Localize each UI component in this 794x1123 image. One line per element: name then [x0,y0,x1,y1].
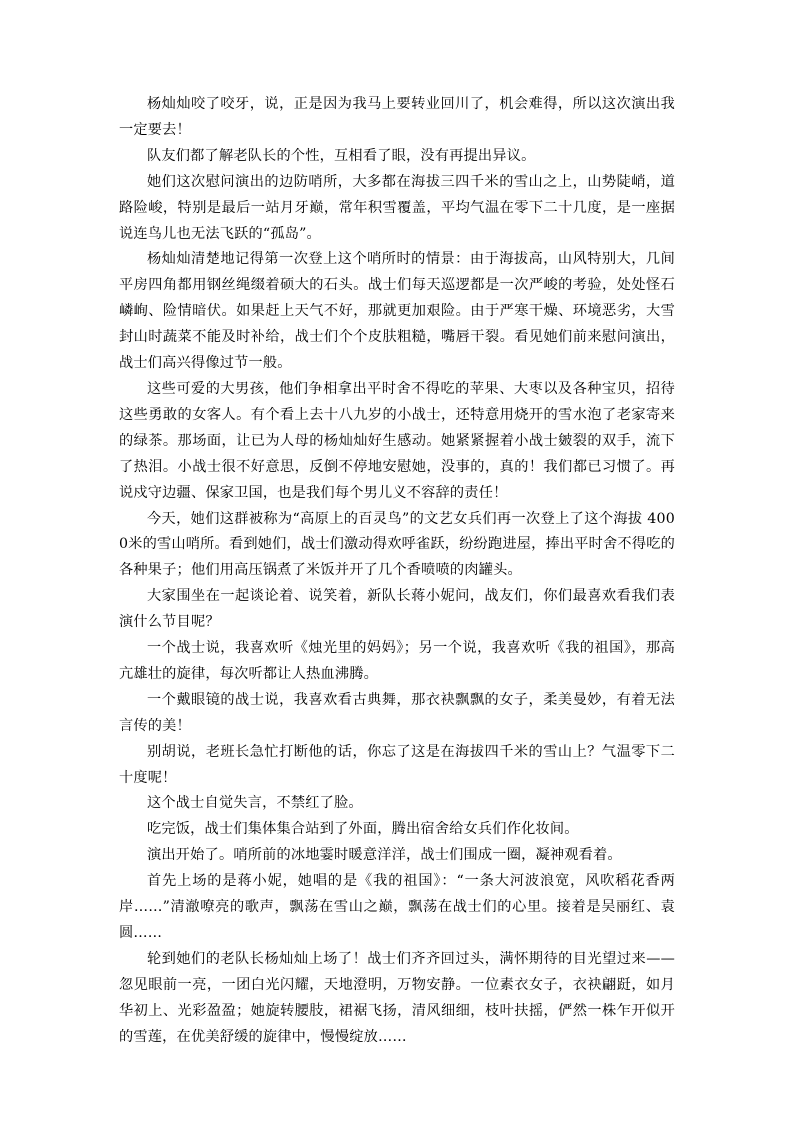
paragraph-13: 演出开始了。哨所前的冰地霎时暖意洋洋，战士们围成一圈，凝神观看着。 [147,847,622,864]
article-body [119,92,675,1051]
paragraph-15: 轮到她们的老队长杨灿灿上场了！战士们齐齐回过头，满怀期待的目光望过来——忽见眼前一亮，一团白光闪耀，天地澄明，万物安静。一位素衣女子，衣袂翩跹，如月华初上、光彩盈盈；她旋转腰肢，裙裾飞扬，清风细细，枝叶扶摇，俨然一株乍开似开的雪莲，在优美舒缓的旋律中，慢慢绽放…… [119,950,675,1045]
paragraph-5: 这些可爱的大男孩，他们争相拿出平时舍不得吃的苹果、大枣以及各种宝贝，招待这些勇敢的女客人。有个看上去十八九岁的小战士，还特意用烧开的雪水泡了老家寄来的绿茶。那场面，让已为人母的杨灿灿好生感动。她紧紧握着小战士皴裂的双手，流下了热泪。小战士很不好意思，反倒不停地安慰她，没事的，真的！我们都已习惯了。再说戍守边疆、保家卫国，也是我们每个男儿义不容辞的责任！ [119,380,675,501]
paragraph-2: 队友们都了解老队长的个性，互相看了眼，没有再提出异议。 [147,147,536,164]
paragraph-12: 吃完饭，战士们集体集合站到了外面，腾出宿舍给女兵们作化妆间。 [147,821,579,838]
paragraph-8: 一个战士说，我喜欢听《烛光里的妈妈》；另一个说，我喜欢听《我的祖国》，那高亢雄壮的旋律，每次听都让人热血沸腾。 [119,640,675,682]
paragraph-7: 大家围坐在一起谈论着、说笑着，新队长蒋小妮问，战友们，你们最喜欢看我们表演什么节目呢？ [119,588,675,631]
paragraph-14: 首先上场的是蒋小妮，她唱的是《我的祖国》：“一条大河波浪宽，风吹稻花香两岸……”清澈嘹亮的歌声，飘荡在雪山之巅，飘荡在战士们的心里。接着是吴丽红、袁圆…… [119,873,675,941]
paragraph-11: 这个战士自觉失言，不禁红了脸。 [147,795,363,812]
paragraph-3: 她们这次慰问演出的边防哨所，大多都在海拔三四千米的雪山之上，山势陡峭，道路险峻，特别是最后一站月牙巅，常年积雪覆盖，平均气温在零下二十几度，是一座据说连鸟儿也无法飞跃的“孤岛”。 [119,173,675,242]
paragraph-6: 今天，她们这群被称为“高原上的百灵鸟”的文艺女兵们再一次登上了这个海拔 4000米的雪山哨所。看到她们，战士们激动得欢呼雀跃，纷纷跑进屋，捧出平时舍不得吃的各种果子；他们用高压锅煮了米饭并开了几个香喷喷的肉罐头。 [119,510,675,579]
paragraph-1: 杨灿灿咬了咬牙，说，正是因为我马上要转业回川了，机会难得，所以这次演出我一定要去！ [119,96,675,138]
paragraph-9: 一个戴眼镜的战士说，我喜欢看古典舞，那衣袂飘飘的女子，柔美曼妙，有着无法言传的美！ [119,691,675,734]
paragraph-4: 杨灿灿清楚地记得第一次登上这个哨所时的情景：由于海拔高，山风特别大，几间平房四角都用钢丝绳缀着硕大的石头。战士们每天巡逻都是一次严峻的考验，处处怪石嶙峋、险情暗伏。如果赶上天气不好，那就更加艰险。由于严寒干燥、环境恶劣，大雪封山时蔬菜不能及时补给，战士们个个皮肤粗糙，嘴唇干裂。看见她们前来慰问演出，战士们高兴得像过节一般。 [119,251,675,372]
paragraph-10: 别胡说，老班长急忙打断他的话，你忘了这是在海拔四千米的雪山上？气温零下二十度呢！ [119,743,675,786]
